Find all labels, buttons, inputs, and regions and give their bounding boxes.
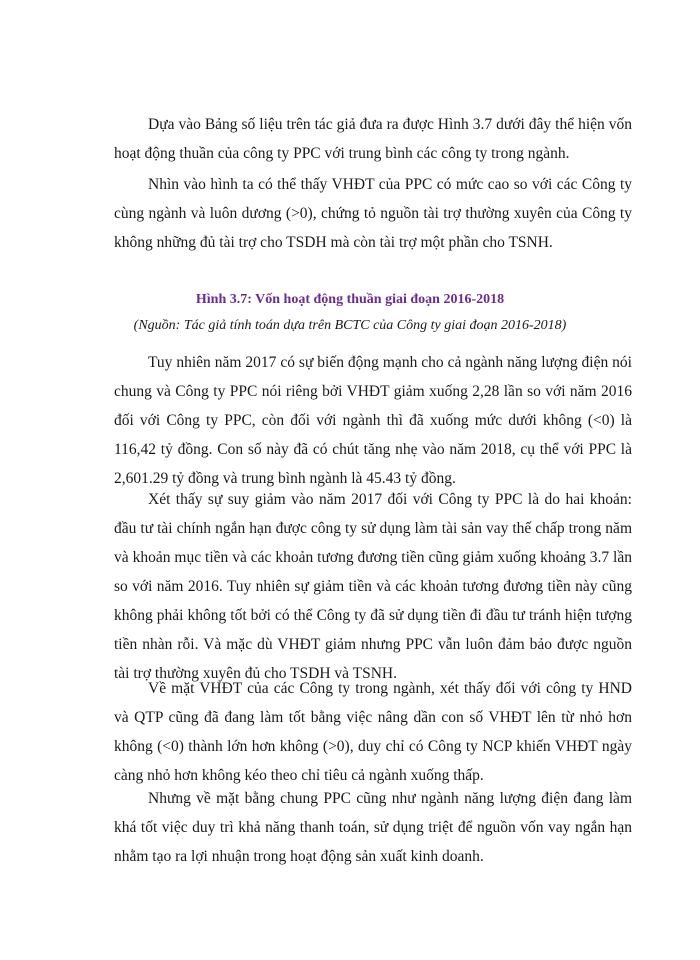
- figure-source: (Nguồn: Tác giả tính toán dựa trên BCTC của Công ty giai đoạn 2016-2018): [133, 318, 567, 333]
- paragraph-conclusion: Nhưng về mặt bằng chung PPC cũng như ngành năng lượng điện đang làm khá tốt việc duy trì khả năng thanh toán, sử dụng triệt để nguồn vốn vay ngắn hạn nhằm tạo ra lợi nhuận trong hoạt động sản xuất kinh doanh.: [114, 790, 632, 865]
- paragraph-intro: Dựa vào Bảng số liệu trên tác giả đưa ra được Hình 3.7 dưới đây thể hiện vốn hoạt động thuần của công ty PPC với trung bình các công ty trong ngành.: [114, 116, 632, 162]
- paragraph-industry: Về mặt VHĐT của các Công ty trong ngành, xét thấy đối với công ty HND và QTP cũng đã đang làm tốt bằng việc nâng dần con số VHĐT lên từ nhỏ hơn không (<0) thành lớn hơn không (>0), duy chỉ có Công ty NCP khiến VHĐT ngày càng nhỏ hơn không kéo theo chỉ tiêu cả ngành xuống thấp.: [114, 680, 632, 784]
- paragraph-decline-reason: Xét thấy sự suy giảm vào năm 2017 đối với Công ty PPC là do hai khoản: đầu tư tài chính ngắn hạn được công ty sử dụng làm tài sản vay thế chấp trong năm và khoản mục tiền và các khoản tương đương tiền cũng giảm xuống khoảng 3.7 lần so với năm 2016. Tuy nhiên sự giảm tiền và các khoản tương đương tiền này cũng không phải không tốt bởi có thể Công ty đã sử dụng tiền đi đầu tư tránh hiện tượng tiền nhàn rỗi. Và mặc dù VHĐT giảm nhưng PPC vẫn luôn đảm bảo được nguồn tài trợ thường xuyên đủ cho TSDH và TSNH.: [114, 491, 632, 682]
- paragraph-2017-change: Tuy nhiên năm 2017 có sự biến động mạnh cho cả ngành năng lượng điện nói chung và Công ty PPC nói riêng bởi VHĐT giảm xuống 2,28 lần so với năm 2016 đối với Công ty PPC, còn đối với ngành thì đã xuống mức dưới không (<0) là 116,42 tỷ đồng. Con số này đã có chút tăng nhẹ vào năm 2018, cụ thể với PPC là 2,601.29 tỷ đồng và trung bình ngành là 45.43 tỷ đồng.: [114, 354, 632, 487]
- paragraph-observation: Nhìn vào hình ta có thể thấy VHĐT của PPC có mức cao so với các Công ty cùng ngành và luôn dương (>0), chứng tỏ nguồn tài trợ thường xuyên của Công ty không những đủ tài trợ cho TSDH mà còn tài trợ một phần cho TSNH.: [114, 176, 632, 251]
- figure-title: Hình 3.7: Vốn hoạt động thuần giai đoạn 2016-2018: [195, 292, 505, 307]
